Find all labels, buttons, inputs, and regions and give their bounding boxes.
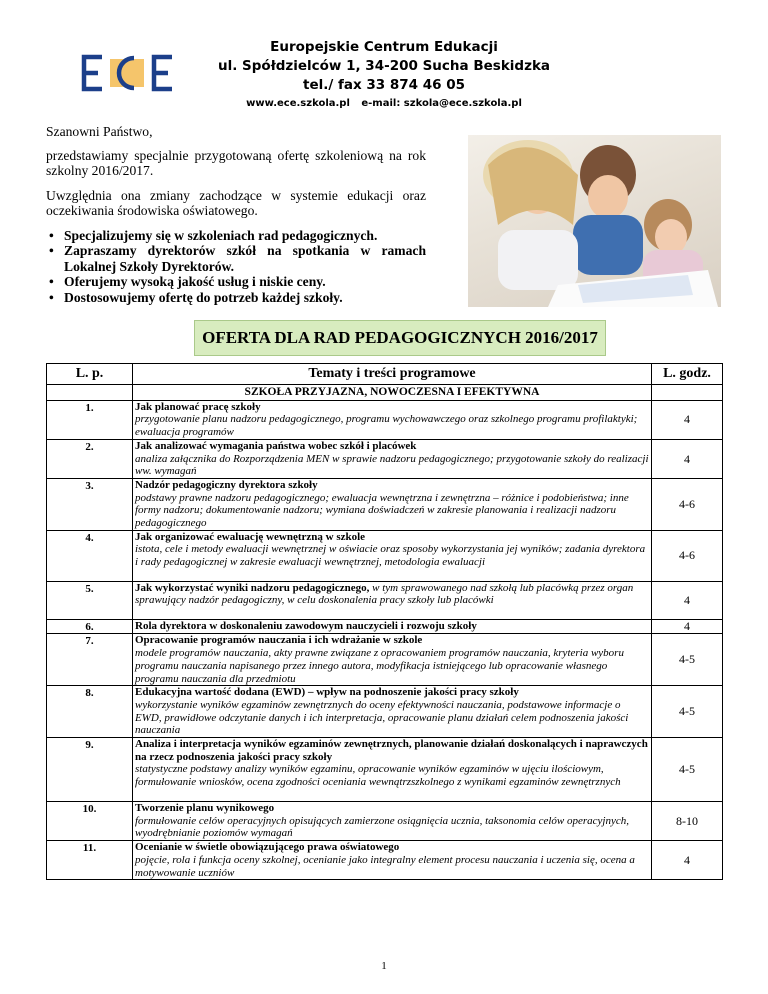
children-writing-photo <box>468 135 721 307</box>
row-number: 2. <box>47 439 133 478</box>
email-link[interactable]: e-mail: szkola@ece.szkola.pl <box>361 98 522 109</box>
row-topic: Jak organizować ewaluację wewnętrzną w szkole istota, cele i metody ewaluacji wewnętrznej w oświacie oraz sposoby wykorzystania jej wyników; zadania dyrektora i rady pedagogicznej w zakresie ewaluacji wewnętrznej, metodologia ewaluacji <box>133 530 652 581</box>
page-number: 1 <box>381 960 387 972</box>
bullet-item: • Dostosowujemy ofertę do potrzeb każdej szkoły. <box>49 289 343 305</box>
row-hours: 4-5 <box>652 686 723 738</box>
row-number: 9. <box>47 738 133 802</box>
row-topic: Opracowanie programów nauczania i ich wdrażanie w szkole modele programów nauczania, akty prawne związane z opracowaniem programów nauczania, kryteria wyboru programu nauczania napisanego przez innego autora, modyfikacja istniejącego lub opracowanie własnego programu nauczania dla przedmiotu <box>133 634 652 686</box>
header-topics: Tematy i treści programowe <box>133 364 652 385</box>
intro-bullets <box>46 228 426 306</box>
table-row <box>47 581 723 619</box>
section-title: SZKOŁA PRZYJAZNA, NOWOCZESNA I EFEKTYWNA <box>133 385 652 401</box>
org-contacts <box>0 96 768 111</box>
bullet-icon: • <box>49 227 54 243</box>
intro-paragraph-1: przedstawiamy specjalnie przygotowaną ofertę szkoleniową na rok szkolny 2016/2017. <box>46 147 426 178</box>
bullet-icon: • <box>49 274 54 289</box>
offer-table <box>46 363 723 880</box>
bullet-icon: • <box>49 289 54 305</box>
row-topic: Rola dyrektora w doskonaleniu zawodowym nauczycieli i rozwoju szkoły <box>133 619 652 634</box>
table-row <box>47 478 723 530</box>
row-hours: 4-5 <box>652 634 723 686</box>
row-number: 4. <box>47 530 133 581</box>
row-number: 6. <box>47 619 133 634</box>
row-hours: 4-6 <box>652 530 723 581</box>
row-hours: 4 <box>652 400 723 439</box>
row-number: 7. <box>47 634 133 686</box>
table-row <box>47 802 723 841</box>
ece-logo <box>80 53 178 93</box>
row-hours: 4-5 <box>652 738 723 802</box>
offer-title: OFERTA DLA RAD PEDAGOGICZNYCH 2016/2017 <box>194 320 606 356</box>
row-hours: 4-6 <box>652 478 723 530</box>
bullet-item: • Zapraszamy dyrektorów szkół na spotkania w ramach Lokalnej Szkoły Dyrektorów. <box>49 243 426 274</box>
table-row <box>47 530 723 581</box>
table-row <box>47 841 723 880</box>
row-topic: Tworzenie planu wynikowego formułowanie celów operacyjnych opisujących zamierzone osiągnięcia ucznia, taksonomia celów operacyjnych, wyodrębnianie poziomów wymagań <box>133 802 652 841</box>
website-link[interactable]: www.ece.szkola.pl <box>246 98 350 109</box>
greeting: Szanowni Państwo, <box>46 124 153 139</box>
table-row <box>47 634 723 686</box>
row-topic: Jak planować pracę szkoły przygotowanie planu nadzoru pedagogicznego, programu wychowawczego oraz szkolnego programu profilaktyki; ewaluacja programów <box>133 400 652 439</box>
header-lp: L. p. <box>47 364 133 385</box>
row-hours: 4 <box>652 439 723 478</box>
row-hours: 8-10 <box>652 802 723 841</box>
bullet-item: • Oferujemy wysoką jakość usług i niskie ceny. <box>49 274 326 289</box>
org-address: ul. Spółdzielców 1, 34-200 Sucha Beskidzka <box>217 58 551 74</box>
row-hours: 4 <box>652 619 723 634</box>
table-row <box>47 400 723 439</box>
row-number: 11. <box>47 841 133 880</box>
table-row <box>47 738 723 802</box>
row-topic: Jak analizować wymagania państwa wobec szkół i placówek analiza załącznika do Rozporządzenia MEN w sprawie nadzoru pedagogicznego; przygotowanie szkoły do realizacji ww. wymagań <box>133 439 652 478</box>
intro-paragraph-2: Uwzględnia ona zmiany zachodzące w systemie edukacji oraz oczekiwania środowiska oświatowego. <box>46 187 426 218</box>
bullet-icon: • <box>49 243 54 258</box>
table-header <box>47 364 723 385</box>
row-number: 5. <box>47 581 133 619</box>
org-name: Europejskie Centrum Edukacji <box>270 39 498 55</box>
intro-text <box>46 124 426 305</box>
row-number: 1. <box>47 400 133 439</box>
row-topic: Edukacyjna wartość dodana (EWD) – wpływ na podnoszenie jakości pracy szkoły wykorzystanie wyników egzaminów zewnętrznych do oceny efektywności nauczania, podstawowe informacje o EWD, prawidłowe odczytanie danych i ich interpretacja, opracowanie planu działań celem podnoszenia jakości nauczania <box>133 686 652 738</box>
table-row <box>47 686 723 738</box>
row-number: 10. <box>47 802 133 841</box>
row-topic: Nadzór pedagogiczny dyrektora szkoły podstawy prawne nadzoru pedagogicznego; ewaluacja wewnętrzna i zewnętrzna – różnice i podobieństwa; inne formy nadzoru; dokumentowanie nadzoru; wymiana doświadczeń w zakresie planowania i realizacji nadzoru pedagogicznego <box>133 478 652 530</box>
row-topic: Analiza i interpretacja wyników egzaminów zewnętrznych, planowanie działań doskonalących i naprawczych na rzecz podnoszenia jakości pracy szkoły statystyczne podstawy analizy wyników egzaminu, opracowanie wyników egzaminów w ujęciu ilościowym, formułowanie wniosków, ocena zgodności oceniania wewnątrzszkolnego z wynikami egzaminów zewnętrznych <box>133 738 652 802</box>
bullet-item: • Specjalizujemy się w szkoleniach rad pedagogicznych. <box>49 227 378 243</box>
table-row <box>47 619 723 634</box>
row-number: 8. <box>47 686 133 738</box>
row-topic: Jak wykorzystać wyniki nadzoru pedagogicznego, w tym sprawowanego nad szkołą lub placówką przez organ sprawujący nadzór pedagogiczny, w celu doskonalenia pracy szkoły lub placówki <box>133 581 652 619</box>
row-number: 3. <box>47 478 133 530</box>
org-phone: tel./ fax 33 874 46 05 <box>302 77 466 93</box>
table-row <box>47 439 723 478</box>
row-hours: 4 <box>652 841 723 880</box>
row-topic: Ocenianie w świetle obowiązującego prawa oświatowego pojęcie, rola i funkcja oceny szkolnej, ocenianie jako integralny element procesu nauczania i uczenia się, ocena a motywowanie uczniów <box>133 841 652 880</box>
section-row <box>47 385 723 401</box>
header-hours: L. godz. <box>652 364 723 385</box>
row-hours: 4 <box>652 581 723 619</box>
